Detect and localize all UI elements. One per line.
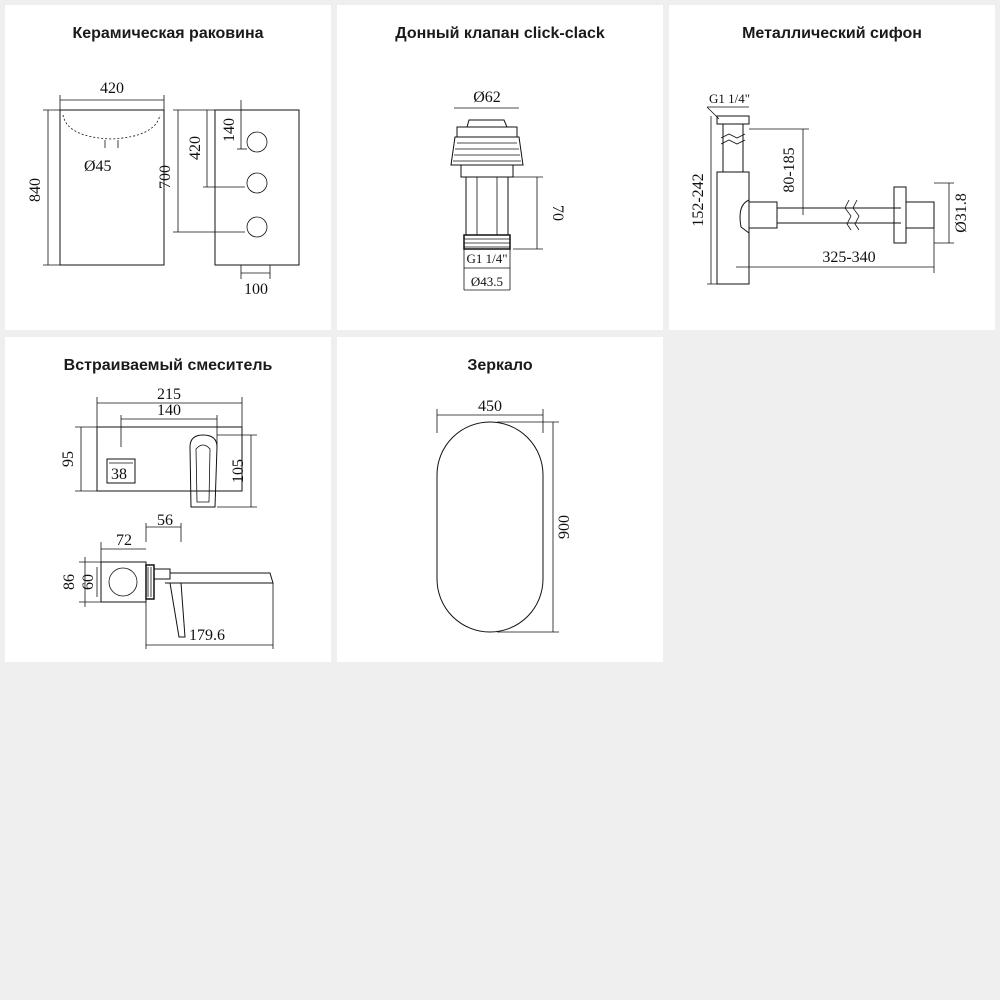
dim-spout-h: 105 <box>230 459 247 483</box>
dim-length: 325-340 <box>822 249 876 266</box>
dim-depth: 56 <box>157 512 173 529</box>
dim-height: 70 <box>549 205 566 221</box>
dim-top-dia: Ø62 <box>473 89 501 106</box>
dim-reach: 179.6 <box>189 627 225 644</box>
dim-thread: G1 1/4" <box>709 91 751 106</box>
mixer-spout-side <box>165 573 273 583</box>
dim-knob: 38 <box>111 466 127 483</box>
dim-height: 95 <box>60 451 77 467</box>
dim-pipe-dia: Ø31.8 <box>953 193 970 233</box>
dim-drain: Ø45 <box>84 158 112 175</box>
dim-side-inner: 60 <box>80 574 97 590</box>
dim-body: 72 <box>116 532 132 549</box>
dim-outlet-height: 80-185 <box>781 147 798 193</box>
dim-inner: 140 <box>157 402 181 419</box>
dim-height-range: 152-242 <box>690 173 707 227</box>
sink-bowl <box>63 115 160 139</box>
card-title: Металлический сифон <box>742 25 922 42</box>
mixer-spout <box>190 435 217 507</box>
dim-height: 840 <box>27 178 44 202</box>
card-title: Встраиваемый смеситель <box>63 357 273 374</box>
mirror-outline <box>437 422 543 632</box>
dim-thread: G1 1/4" <box>466 251 508 266</box>
siphon-nut <box>717 116 749 124</box>
dim-side-h: 86 <box>61 574 78 590</box>
dim-width: 450 <box>478 398 502 415</box>
card-ceramic-sink <box>5 5 331 330</box>
sink-front-outline <box>60 110 164 265</box>
card-title: Донный клапан click-clack <box>395 25 605 42</box>
siphon-flange <box>894 187 906 243</box>
sink-drawing <box>5 5 331 330</box>
dim-depth: 100 <box>244 281 268 298</box>
card-metal-siphon <box>669 5 995 330</box>
card-title: Керамическая раковина <box>72 25 264 42</box>
card-title: Зеркало <box>467 357 533 374</box>
mixer-drawing <box>5 337 331 662</box>
dim-width: 215 <box>157 386 181 403</box>
card-click-clack-valve <box>337 5 663 330</box>
dim-offset: 420 <box>187 136 204 160</box>
dim-step: 140 <box>221 118 238 142</box>
valve-body <box>466 177 508 235</box>
valve-drawing <box>337 5 663 330</box>
mirror-drawing <box>337 337 663 662</box>
card-mirror <box>337 337 663 662</box>
card-built-in-mixer <box>5 337 331 662</box>
dim-width: 420 <box>100 80 124 97</box>
siphon-drawing <box>669 5 995 330</box>
dim-bottom-dia: Ø43.5 <box>470 274 504 289</box>
dim-body: 700 <box>157 165 174 189</box>
dim-height: 900 <box>556 515 573 539</box>
